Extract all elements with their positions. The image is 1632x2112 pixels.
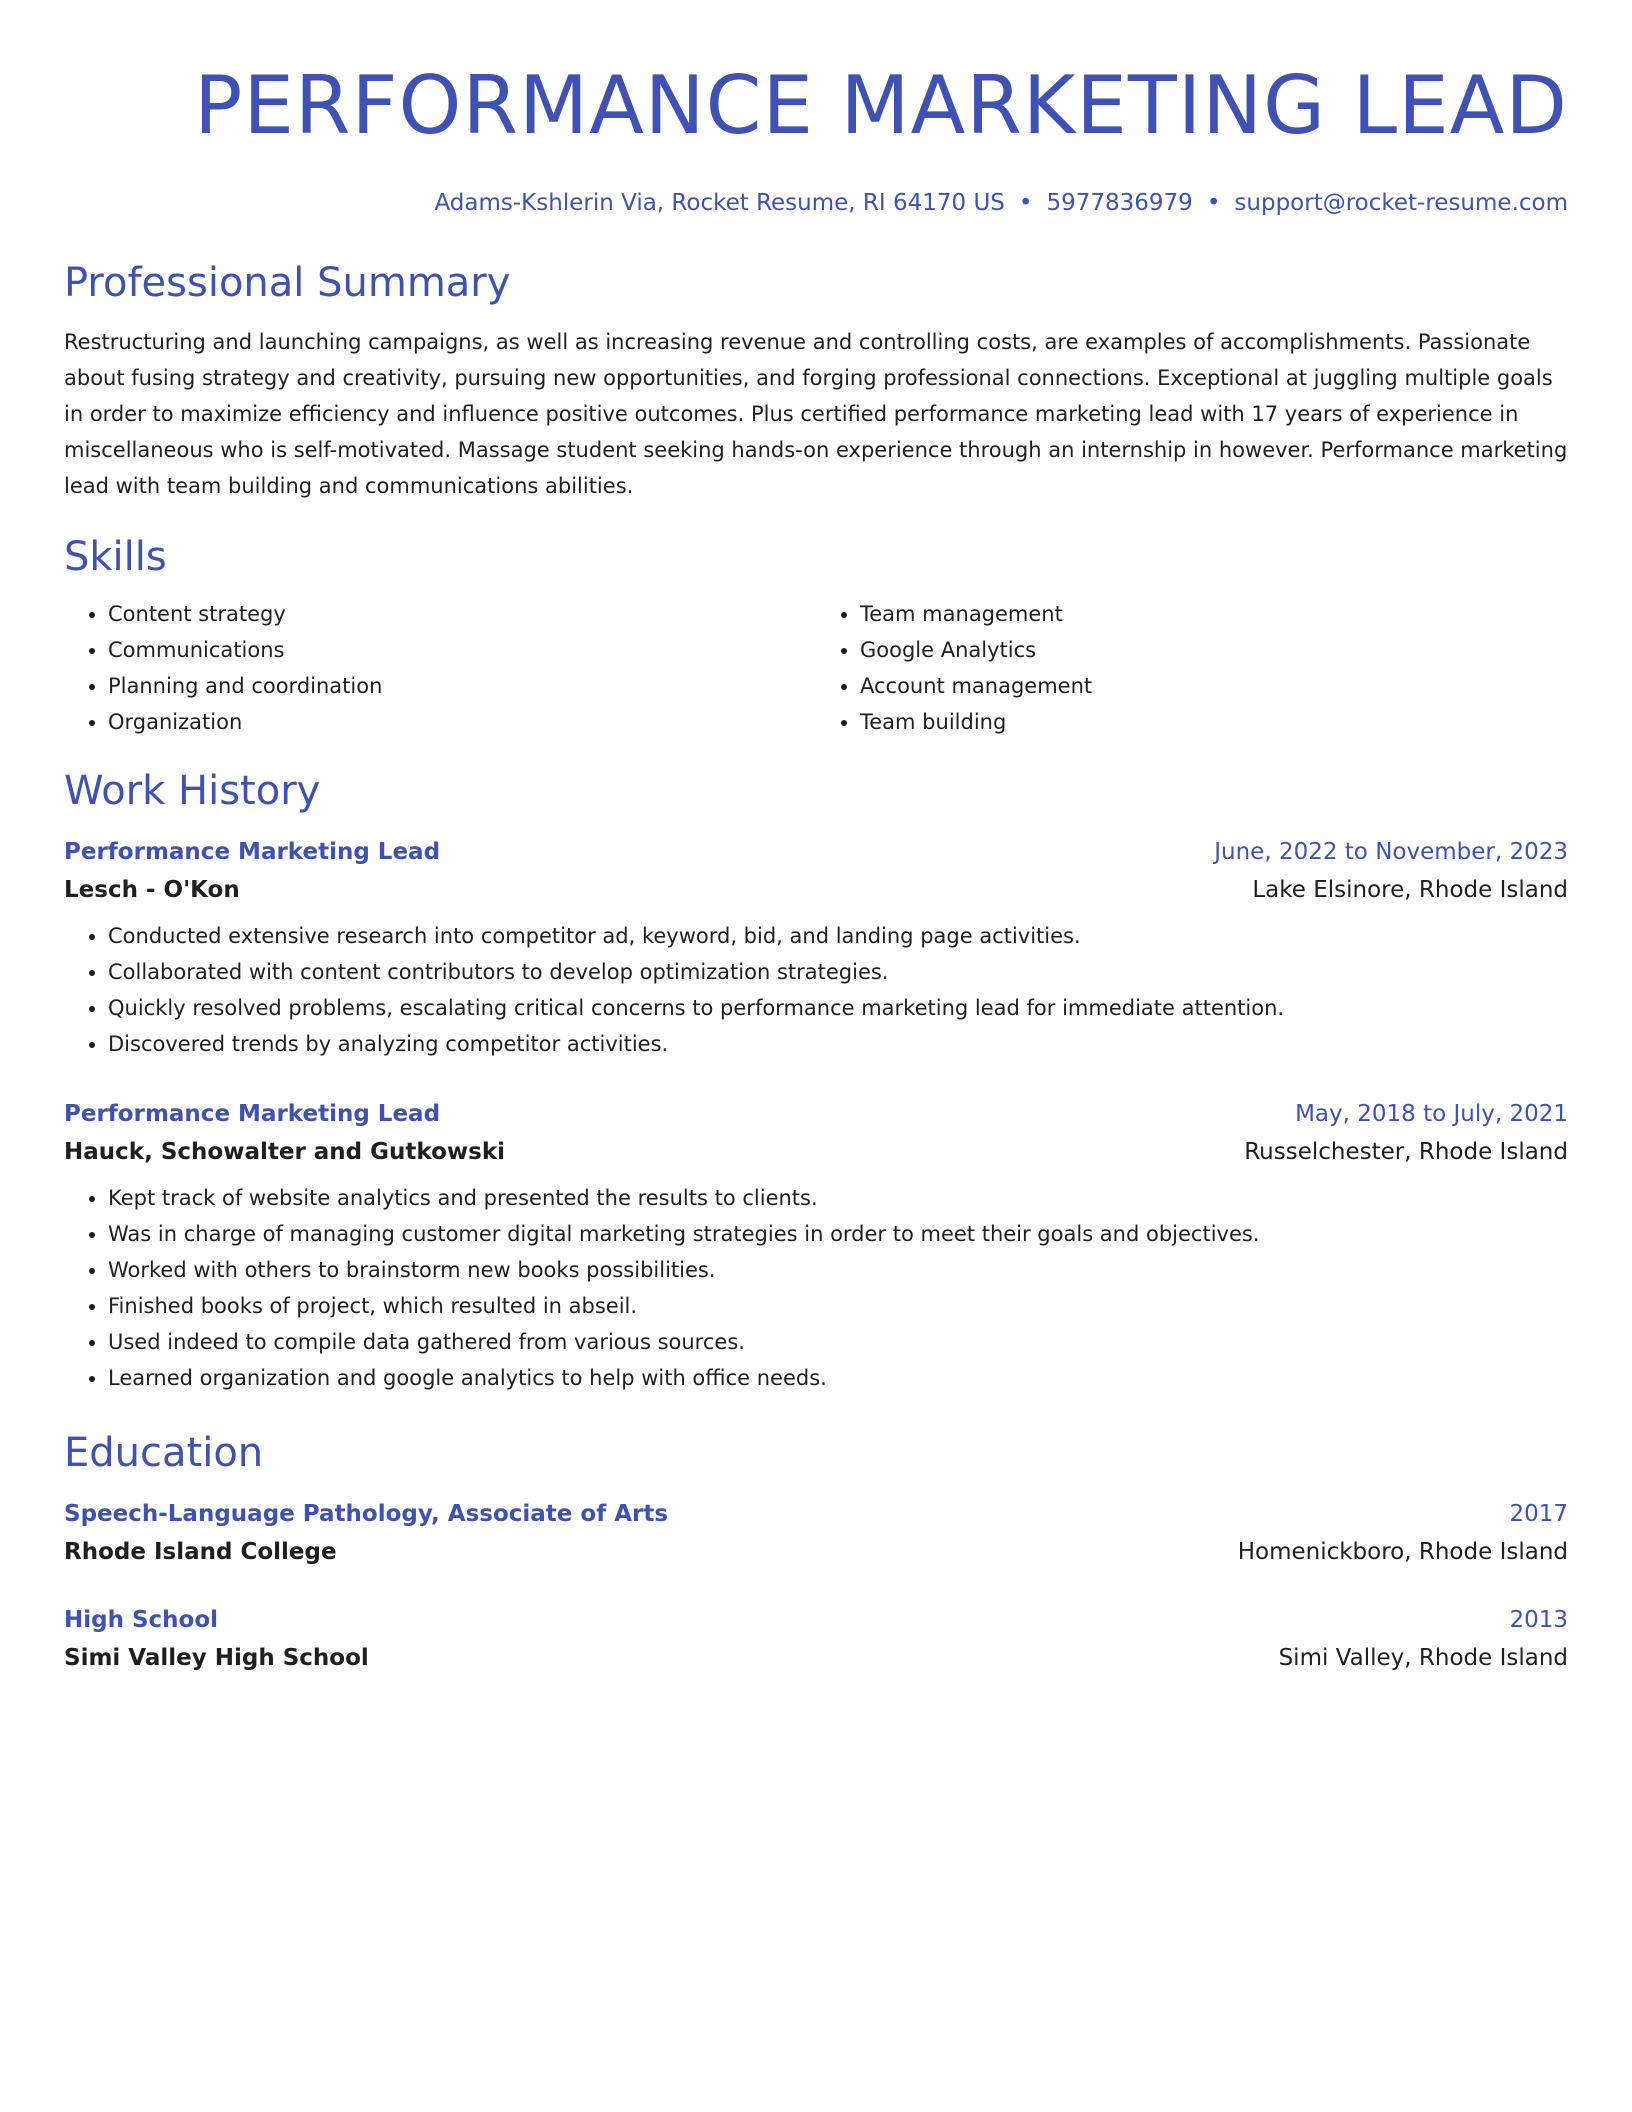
skill-item: • Communications: [108, 632, 816, 668]
job-company-row: [64, 870, 1568, 910]
education-section: [64, 1428, 1568, 1678]
section-title-work: Work History: [64, 768, 321, 814]
skill-item: • Team management: [860, 596, 1568, 632]
skills-list-right: [816, 596, 1568, 740]
job-bullet: • Conducted extensive research into competitor ad, keyword, bid, and landing page activities.: [108, 918, 1568, 954]
summary-text: Restructuring and launching campaigns, as well as increasing revenue and controlling costs, are examples of accomplishments. Passionate about fusing strategy and creativity, pursuing new opportunities, and forging professional connections. Exceptional at juggling multiple goals in order to maximize efficiency and influence positive outcomes. Plus certified performance marketing lead with 17 years of experience in miscellaneous who is self-motivated. Massage student seeking hands-on experience through an internship in however. Performance marketing lead with team building and communications abilities.: [64, 330, 1568, 498]
job-role: Performance Marketing Lead: [64, 1101, 441, 1127]
job-company-row: [64, 1132, 1568, 1172]
education-location: Homenickboro, Rhode Island: [1237, 1539, 1568, 1565]
education-header-row: [64, 1602, 1568, 1638]
job-dates: June, 2022 to November, 2023: [1214, 839, 1568, 865]
skills-section: [64, 532, 1568, 740]
education-degree: Speech-Language Pathology, Associate of Arts: [64, 1501, 669, 1527]
skill-item: • Google Analytics: [860, 632, 1568, 668]
contact-address: Adams-Kshlerin Via, Rocket Resume, RI 64170 US: [434, 190, 1005, 216]
job-entry: [64, 834, 1568, 1062]
education-entry: [64, 1602, 1568, 1678]
job-bullet: • Learned organization and google analytics to help with office needs.: [108, 1360, 1568, 1396]
job-bullets: [64, 918, 1568, 1062]
job-bullet: • Kept track of website analytics and presented the results to clients.: [108, 1180, 1568, 1216]
job-header-row: [64, 834, 1568, 870]
contact-phone[interactable]: 5977836979: [1046, 190, 1193, 216]
education-school: Simi Valley High School: [64, 1645, 369, 1671]
professional-summary-section: [64, 258, 1568, 504]
candidate-title: PERFORMANCE MARKETING LEAD: [194, 59, 1568, 152]
skill-item: • Account management: [860, 668, 1568, 704]
education-school-row: [64, 1638, 1568, 1678]
education-entry: [64, 1496, 1568, 1572]
job-company: Hauck, Schowalter and Gutkowski: [64, 1139, 505, 1165]
education-school-row: [64, 1532, 1568, 1572]
job-dates: May, 2018 to July, 2021: [1295, 1101, 1568, 1127]
contact-separator: •: [1206, 190, 1221, 216]
job-bullet: • Was in charge of managing customer digital marketing strategies in order to meet their goals and objectives.: [108, 1216, 1568, 1252]
job-header-row: [64, 1096, 1568, 1132]
education-school: Rhode Island College: [64, 1539, 337, 1565]
education-year: 2013: [1509, 1607, 1568, 1633]
resume-header: [64, 58, 1568, 218]
job-entry: [64, 1096, 1568, 1396]
job-bullets: [64, 1180, 1568, 1396]
section-title-skills: Skills: [64, 534, 167, 580]
skills-columns: [64, 596, 1568, 740]
job-location: Russelchester, Rhode Island: [1244, 1139, 1568, 1165]
contact-line: [64, 188, 1568, 218]
section-title-education: Education: [64, 1430, 264, 1476]
education-year: 2017: [1509, 1501, 1568, 1527]
job-bullet: • Worked with others to brainstorm new books possibilities.: [108, 1252, 1568, 1288]
job-bullet: • Collaborated with content contributors to develop optimization strategies.: [108, 954, 1568, 990]
job-location: Lake Elsinore, Rhode Island: [1252, 877, 1568, 903]
section-title-summary: Professional Summary: [64, 260, 511, 306]
job-bullet: • Used indeed to compile data gathered from various sources.: [108, 1324, 1568, 1360]
skills-list-left: [64, 596, 816, 740]
job-bullet: • Finished books of project, which resulted in abseil.: [108, 1288, 1568, 1324]
education-location: Simi Valley, Rhode Island: [1278, 1645, 1568, 1671]
job-bullet: • Quickly resolved problems, escalating critical concerns to performance marketing lead for immediate attention.: [108, 990, 1568, 1026]
work-history-section: [64, 766, 1568, 1396]
skill-item: • Content strategy: [108, 596, 816, 632]
education-header-row: [64, 1496, 1568, 1532]
education-degree: High School: [64, 1607, 219, 1633]
job-role: Performance Marketing Lead: [64, 839, 441, 865]
skill-item: • Team building: [860, 704, 1568, 740]
job-bullet: • Discovered trends by analyzing competitor activities.: [108, 1026, 1568, 1062]
skill-item: • Planning and coordination: [108, 668, 816, 704]
contact-email[interactable]: support@rocket-resume.com: [1234, 190, 1568, 216]
job-company: Lesch - O'Kon: [64, 877, 240, 903]
contact-separator: •: [1018, 190, 1033, 216]
skill-item: • Organization: [108, 704, 816, 740]
